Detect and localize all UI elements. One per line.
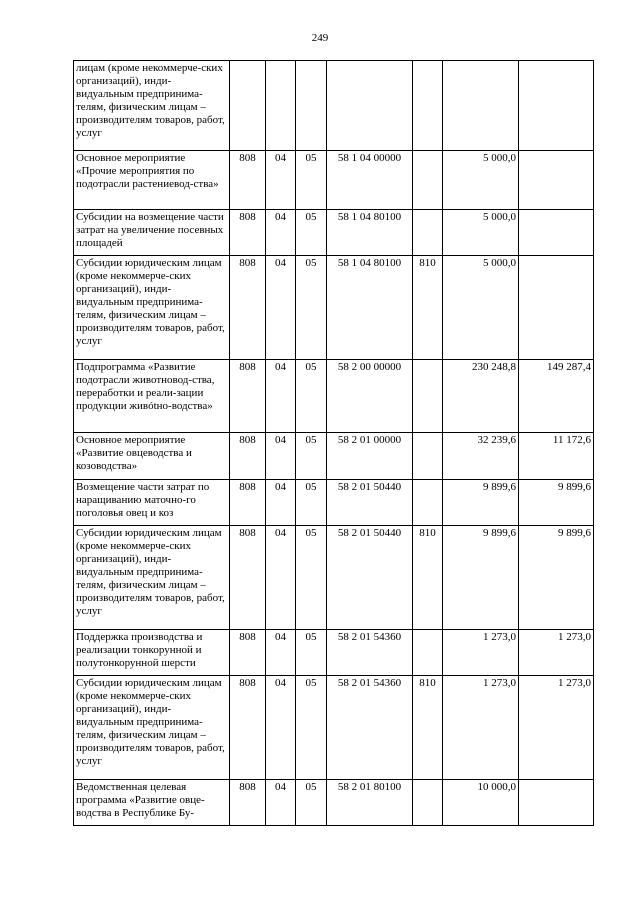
subsection-code	[296, 61, 327, 151]
target-code: 58 2 01 54360	[327, 676, 413, 780]
section-code: 04	[266, 433, 296, 480]
section-code: 04	[266, 480, 296, 526]
ministry-code	[230, 61, 266, 151]
subsection-code: 05	[296, 480, 327, 526]
expense-code	[413, 210, 443, 256]
amount-2	[519, 61, 594, 151]
subsection-code: 05	[296, 433, 327, 480]
amount-2: 9 899,6	[519, 480, 594, 526]
amount-1: 1 273,0	[443, 676, 519, 780]
amount-1: 230 248,8	[443, 360, 519, 433]
section-code: 04	[266, 526, 296, 630]
target-code: 58 2 01 80100	[327, 780, 413, 826]
subsection-code: 05	[296, 526, 327, 630]
expense-code: 810	[413, 676, 443, 780]
amount-2	[519, 256, 594, 360]
table-row	[74, 526, 594, 630]
row-name: Возмещение части затрат по наращиванию маточно-го поголовья овец и коз	[74, 480, 230, 526]
amount-1: 32 239,6	[443, 433, 519, 480]
row-name: Субсидии юридическим лицам (кроме некоммерче-ских организаций), инди-видуальным предпринима-телям, физическим лицам – производителям товаров, работ, услуг	[74, 526, 230, 630]
row-name: Подпрограмма «Развитие подотрасли животновод-ства, переработки и реали-зации продукции живótно-водства»	[74, 360, 230, 433]
amount-2	[519, 210, 594, 256]
amount-2: 1 273,0	[519, 630, 594, 676]
table-row	[74, 61, 594, 151]
amount-1: 5 000,0	[443, 151, 519, 210]
ministry-code: 808	[230, 480, 266, 526]
amount-1: 1 273,0	[443, 630, 519, 676]
amount-1: 9 899,6	[443, 526, 519, 630]
amount-1: 9 899,6	[443, 480, 519, 526]
target-code	[327, 61, 413, 151]
amount-2: 149 287,4	[519, 360, 594, 433]
subsection-code: 05	[296, 676, 327, 780]
ministry-code: 808	[230, 210, 266, 256]
section-code: 04	[266, 630, 296, 676]
section-code: 04	[266, 210, 296, 256]
table-row	[74, 256, 594, 360]
page-number: 249	[311, 32, 329, 44]
section-code: 04	[266, 676, 296, 780]
expense-code	[413, 780, 443, 826]
section-code: 04	[266, 151, 296, 210]
expense-code	[413, 61, 443, 151]
target-code: 58 1 04 80100	[327, 210, 413, 256]
amount-1	[443, 61, 519, 151]
target-code: 58 2 01 00000	[327, 433, 413, 480]
section-code: 04	[266, 256, 296, 360]
ministry-code: 808	[230, 433, 266, 480]
amount-2: 9 899,6	[519, 526, 594, 630]
row-name: лицам (кроме некоммерче-ских организаций), инди-видуальным предпринима-телям, физическим лицам – производителям товаров, работ, услуг	[74, 61, 230, 151]
table-row	[74, 433, 594, 480]
expense-code	[413, 433, 443, 480]
row-name: Ведомственная целевая программа «Развитие овце-водства в Республике Бу-	[74, 780, 230, 826]
subsection-code: 05	[296, 780, 327, 826]
ministry-code: 808	[230, 256, 266, 360]
table-row	[74, 780, 594, 826]
amount-2	[519, 151, 594, 210]
ministry-code: 808	[230, 676, 266, 780]
expense-code: 810	[413, 526, 443, 630]
expense-code: 810	[413, 256, 443, 360]
table-row	[74, 210, 594, 256]
expense-code	[413, 151, 443, 210]
amount-1: 5 000,0	[443, 210, 519, 256]
target-code: 58 2 01 50440	[327, 526, 413, 630]
row-name: Основное мероприятие «Развитие овцеводства и козоводства»	[74, 433, 230, 480]
ministry-code: 808	[230, 630, 266, 676]
table-row	[74, 151, 594, 210]
target-code: 58 2 00 00000	[327, 360, 413, 433]
subsection-code: 05	[296, 256, 327, 360]
row-name: Поддержка производства и реализации тонкорунной и полутонкорунной шерсти	[74, 630, 230, 676]
subsection-code: 05	[296, 210, 327, 256]
amount-1: 10 000,0	[443, 780, 519, 826]
expense-code	[413, 630, 443, 676]
row-name: Субсидии юридическим лицам (кроме некоммерче-ских организаций), инди-видуальным предпринима-телям, физическим лицам – производителям товаров, работ, услуг	[74, 256, 230, 360]
row-name: Субсидии на возмещение части затрат на увеличение посевных площадей	[74, 210, 230, 256]
table-row	[74, 630, 594, 676]
table-row	[74, 360, 594, 433]
ministry-code: 808	[230, 780, 266, 826]
expense-code	[413, 480, 443, 526]
amount-1: 5 000,0	[443, 256, 519, 360]
target-code: 58 1 04 80100	[327, 256, 413, 360]
section-code	[266, 61, 296, 151]
ministry-code: 808	[230, 151, 266, 210]
row-name: Основное мероприятие «Прочие мероприятия по подотрасли растениевод-ства»	[74, 151, 230, 210]
expense-code	[413, 360, 443, 433]
subsection-code: 05	[296, 151, 327, 210]
budget-table	[73, 60, 594, 826]
row-name: Субсидии юридическим лицам (кроме некоммерче-ских организаций), инди-видуальным предпринима-телям, физическим лицам – производителям товаров, работ, услуг	[74, 676, 230, 780]
target-code: 58 1 04 00000	[327, 151, 413, 210]
ministry-code: 808	[230, 360, 266, 433]
section-code: 04	[266, 780, 296, 826]
target-code: 58 2 01 54360	[327, 630, 413, 676]
amount-2	[519, 780, 594, 826]
table-row	[74, 480, 594, 526]
target-code: 58 2 01 50440	[327, 480, 413, 526]
subsection-code: 05	[296, 630, 327, 676]
amount-2: 11 172,6	[519, 433, 594, 480]
amount-2: 1 273,0	[519, 676, 594, 780]
ministry-code: 808	[230, 526, 266, 630]
table-row	[74, 676, 594, 780]
subsection-code: 05	[296, 360, 327, 433]
section-code: 04	[266, 360, 296, 433]
